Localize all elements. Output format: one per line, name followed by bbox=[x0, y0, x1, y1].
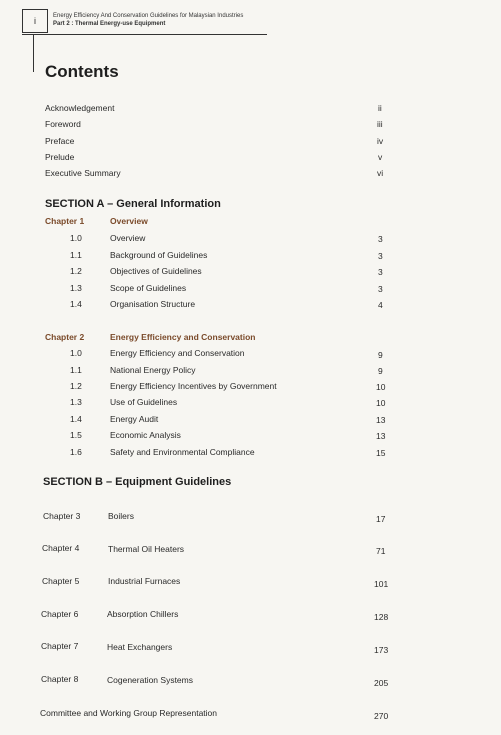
toc-item-number: 1.3 bbox=[70, 397, 82, 407]
toc-entry-preface[interactable]: Preface bbox=[45, 136, 75, 146]
toc-item-title[interactable]: Scope of Guidelines bbox=[110, 283, 187, 293]
toc-item-number: 1.5 bbox=[70, 430, 82, 440]
toc-page-ref: 3 bbox=[378, 267, 383, 277]
running-header-title: Energy Efficiency And Conservation Guidelines for Malaysian Industries bbox=[53, 13, 244, 19]
chapter-4-label: Chapter 4 bbox=[42, 543, 80, 553]
chapter-6-label: Chapter 6 bbox=[41, 609, 79, 619]
toc-item-title[interactable]: Use of Guidelines bbox=[110, 397, 178, 407]
toc-page-ref: 10 bbox=[376, 398, 386, 408]
chapter-2-title[interactable]: Energy Efficiency and Conservation bbox=[110, 332, 256, 342]
toc-page-ref: 3 bbox=[378, 251, 383, 261]
toc-item-title[interactable]: Energy Audit bbox=[110, 414, 159, 424]
toc-page-ref: v bbox=[378, 152, 383, 162]
toc-page-ref: 13 bbox=[376, 415, 386, 425]
chapter-7-title[interactable]: Heat Exchangers bbox=[107, 642, 173, 652]
toc-item-number: 1.0 bbox=[70, 233, 82, 243]
chapter-3-label: Chapter 3 bbox=[43, 511, 81, 521]
toc-item-title[interactable]: Safety and Environmental Compliance bbox=[110, 447, 255, 457]
margin-rule bbox=[33, 34, 34, 72]
toc-entry-prelude[interactable]: Prelude bbox=[45, 152, 75, 162]
chapter-5-label: Chapter 5 bbox=[42, 576, 80, 586]
toc-page-ref: 205 bbox=[374, 678, 389, 688]
toc-page-ref: vi bbox=[377, 168, 384, 178]
toc-page-ref: 15 bbox=[376, 448, 386, 458]
toc-page-ref: 128 bbox=[374, 612, 389, 622]
toc-item-title[interactable]: Economic Analysis bbox=[110, 430, 181, 440]
toc-page-ref: iv bbox=[377, 136, 384, 146]
toc-page-ref: 71 bbox=[376, 546, 386, 556]
chapter-4-title[interactable]: Thermal Oil Heaters bbox=[108, 544, 185, 554]
toc-page-ref: 4 bbox=[378, 300, 383, 310]
chapter-6-title[interactable]: Absorption Chillers bbox=[107, 609, 179, 619]
toc-page-ref: 3 bbox=[378, 234, 383, 244]
toc-item-title[interactable]: Organisation Structure bbox=[110, 299, 196, 309]
toc-page-ref: 101 bbox=[374, 579, 389, 589]
toc-page-ref: 17 bbox=[376, 514, 386, 524]
toc-item-number: 1.3 bbox=[70, 283, 82, 293]
chapter-7-label: Chapter 7 bbox=[41, 641, 79, 651]
chapter-8-title[interactable]: Cogeneration Systems bbox=[107, 675, 193, 685]
toc-item-number: 1.4 bbox=[70, 299, 82, 309]
toc-entry-executive-summary[interactable]: Executive Summary bbox=[45, 168, 121, 178]
page-number: i bbox=[22, 9, 48, 33]
toc-item-title[interactable]: Background of Guidelines bbox=[110, 250, 208, 260]
chapter-2-label: Chapter 2 bbox=[45, 332, 85, 342]
toc-page-ref: ii bbox=[378, 103, 382, 113]
chapter-8-label: Chapter 8 bbox=[41, 674, 79, 684]
toc-item-number: 1.1 bbox=[70, 365, 82, 375]
toc-item-title[interactable]: Energy Efficiency Incentives by Government bbox=[110, 381, 277, 391]
toc-page-ref: 13 bbox=[376, 431, 386, 441]
toc-page-ref: 270 bbox=[374, 711, 389, 721]
toc-item-number: 1.6 bbox=[70, 447, 82, 457]
header-rule bbox=[22, 34, 267, 35]
toc-item-number: 1.0 bbox=[70, 348, 82, 358]
toc-page-ref: 9 bbox=[378, 366, 383, 376]
toc-item-number: 1.4 bbox=[70, 414, 82, 424]
toc-item-title[interactable]: Overview bbox=[110, 233, 146, 243]
running-header-part: Part 2 : Thermal Energy-use Equipment bbox=[53, 21, 166, 27]
section-b-heading: SECTION B – Equipment Guidelines bbox=[43, 476, 232, 488]
toc-page-ref: 10 bbox=[376, 382, 386, 392]
chapter-3-title[interactable]: Boilers bbox=[108, 511, 134, 521]
toc-page-ref: 3 bbox=[378, 284, 383, 294]
toc-entry-foreword[interactable]: Foreword bbox=[45, 119, 81, 129]
toc-item-number: 1.2 bbox=[70, 381, 82, 391]
chapter-1-label: Chapter 1 bbox=[45, 216, 85, 226]
toc-item-title[interactable]: Objectives of Guidelines bbox=[110, 266, 202, 276]
toc-item-title[interactable]: National Energy Policy bbox=[110, 365, 196, 375]
toc-entry-committee[interactable]: Committee and Working Group Representation bbox=[40, 708, 218, 718]
toc-page-ref: 173 bbox=[374, 645, 389, 655]
chapter-1-title[interactable]: Overview bbox=[110, 216, 148, 226]
contents-title: Contents bbox=[45, 62, 119, 81]
toc-page-ref: 9 bbox=[378, 350, 383, 360]
chapter-5-title[interactable]: Industrial Furnaces bbox=[108, 576, 181, 586]
toc-item-number: 1.1 bbox=[70, 250, 82, 260]
toc-item-number: 1.2 bbox=[70, 266, 82, 276]
toc-page-ref: iii bbox=[377, 119, 383, 129]
toc-entry-acknowledgement[interactable]: Acknowledgement bbox=[45, 103, 115, 113]
section-a-heading: SECTION A – General Information bbox=[45, 198, 221, 210]
toc-item-title[interactable]: Energy Efficiency and Conservation bbox=[110, 348, 245, 358]
